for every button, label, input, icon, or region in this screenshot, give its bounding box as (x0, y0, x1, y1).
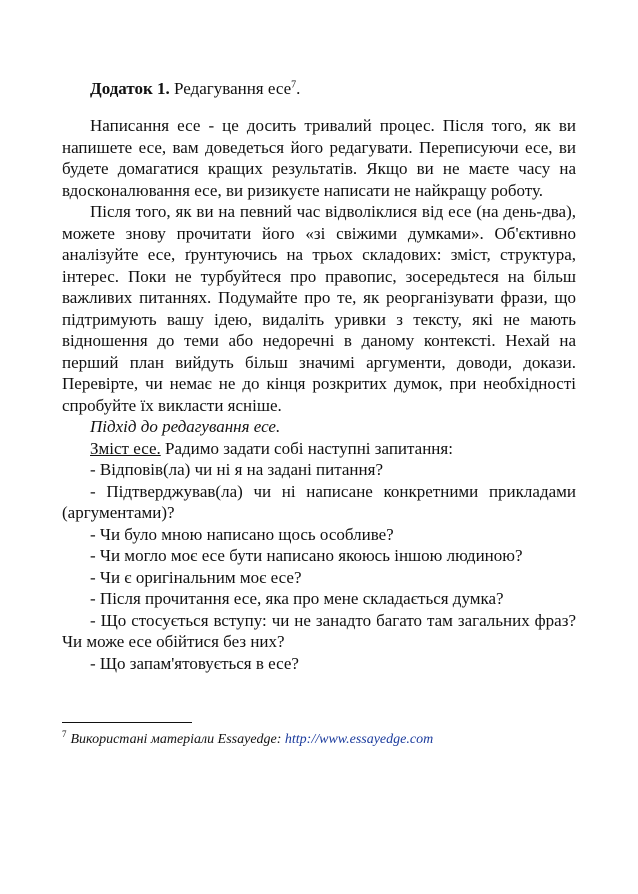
footnote-text: Використані матеріали Essayedge: (70, 732, 285, 747)
question-item: - Чи є оригінальним моє есе? (90, 567, 302, 587)
editing-subheading: Підхід до редагування есе. (90, 417, 281, 436)
question-item: - Після прочитання есе, яка про мене складається думка? (90, 589, 504, 608)
paragraph-2: Після того, як ви на певний час відволіклися від есе (на день-два), можете знову прочитати його «зі свіжими думками». Об'єктивно аналізуйте есе, ґрунтуючись на трьох складових: зміст, структура, інтерес. Поки не турбуйтеся про правопис, зосередьтеся на більш важливих питаннях. Подумайте про те, як реорганізувати фрази, що підтримують вашу ідею, видаліть уривки з тексту, які не мають відношення до теми або недоречні в даному контексті. Нехай на перший план вийдуть більш значимі аргументи, доводи, докази. Перевірте, чи немає не до кінця розкритих думок, при необхідності спробуйте їх викласти ясніше. (62, 202, 576, 415)
footnote-mark: 7 (62, 729, 67, 740)
appendix-title: Редагування есе (174, 79, 292, 98)
question-item: - Що стосується вступу: чи не занадто багато там загальних фраз? Чи може есе обійтися без них? (62, 610, 576, 651)
question-item: - Що запам'ятовується в есе? (90, 653, 299, 673)
appendix-label: Додаток 1. (90, 79, 170, 98)
content-label: Зміст есе. (90, 438, 161, 458)
document-body (62, 78, 576, 674)
question-item: - Відповів(ла) чи ні я на задані питання? (90, 460, 383, 479)
question-item: - Підтверджував(ла) чи ні написане конкретними прикладами (аргументами)? (62, 481, 576, 522)
paragraph-1: Написання есе - це досить тривалий процес. Після того, як ви напишете есе, вам доведеться його редагувати. Переписуючи есе, ви будете домагатися кращих результатів. Якщо ви не маєте часу на вдосконалювання есе, ви ризикуєте написати не найкращу роботу. (62, 116, 576, 200)
footnote-ref: 7 (291, 79, 297, 91)
content-intro: Радимо задати собі наступні запитання: (160, 438, 453, 458)
footnote (62, 731, 582, 749)
content-section (62, 438, 576, 460)
footnote-link[interactable]: http://www.essayedge.com (284, 732, 434, 747)
appendix-heading (62, 78, 576, 100)
question-item: - Чи могло моє есе бути написано якоюсь іншою людиною? (90, 546, 523, 565)
question-item: - Чи було мною написано щось особливе? (90, 524, 394, 544)
footnote-divider (62, 722, 192, 723)
heading-suffix: . (296, 79, 301, 98)
